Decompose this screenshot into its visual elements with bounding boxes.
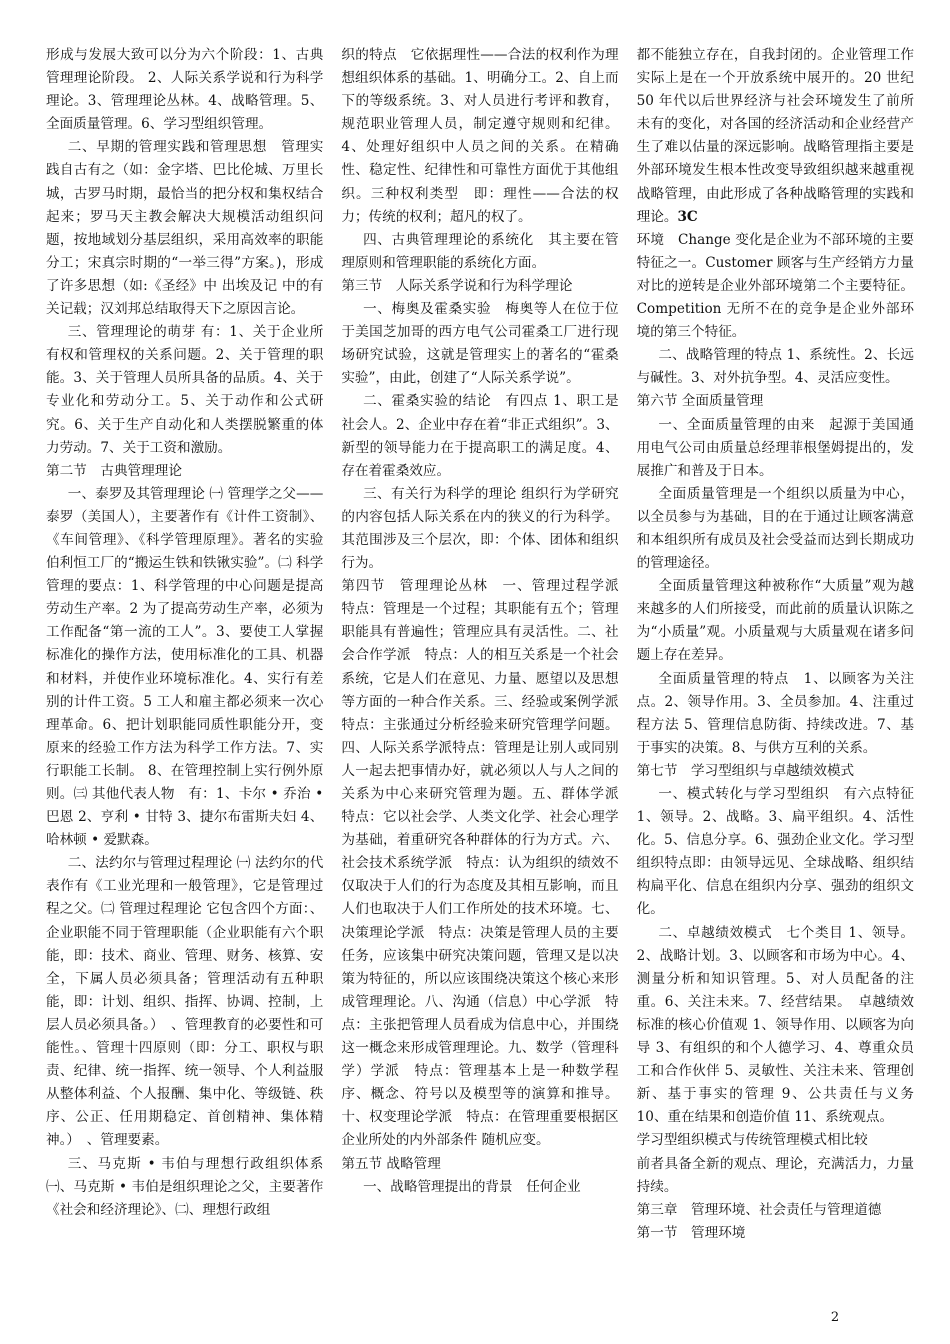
paragraph: 织的特点 它依据理性——合法的权利作为理想组织体系的基础。1、明确分工。2、自上而下的等级系统。3、对人员进行考评和教育，规范职业管理人员，制定遵守规则和纪律。4、处理好组织中人员之间的关系。在精确性、稳定性、纪律性和可靠性方面优于其他组织。三种权利类型 即：理性——合法的权力；传统的权利；超凡的权了。 (341, 47, 619, 225)
document-page (46, 44, 914, 1306)
paragraph: 一、梅奥及霍桑实验 梅奥等人在位于位于美国芝加哥的西方电气公司霍桑工厂进行现场研究试验，这就是管理实上的著名的“霍桑实验”，由此，创建了“人际关系学说”。 (341, 301, 619, 387)
paragraph: 形成与发展大致可以分为六个阶段：1、古典管理理论阶段。 2、人际关系学说和行为科学理论。3、管理理论丛林。4、战略管理。5、全面质量管理。6、学习型组织管理。 (46, 47, 324, 133)
paragraph: 环境 Change 变化是企业为不部环境的主要特征之一。Customer 顾客与生产经销方力量对比的逆转是企业外部环境第二个主要特征。Competition 无所不在的竞争是企业外部环境的第三个特征。 (636, 231, 914, 341)
paragraph: 一、泰罗及其管理理论 ㈠ 管理学之父——泰罗（美国人），主要著作有《计件工资制》、《车间管理》、《科学管理原理》。著名的实验伯利恒工厂的“搬运生铁和铁锹实验”。㈡ 科学管理的要点：1、科学管理的中心问题是提高劳动生产率。2 为了提高劳动生产率，必须为工作配备“第一流的工人”。3、要使工人掌握标准化的操作方法，使用标准化的工具、机器和材料，并使作业环境标准化。4、实行有差别的计件工资。5 工人和雇主都必须来一次心理革命。6、把计划职能同质性职能分开，变原来的经验工作方法为科学工作方法。7、实行职能工长制。 8、在管理控制上实行例外原则。㈢ 其他代表人物 有：1、卡尔 • 乔治 • 巴恩 2、亨利 • 甘特 3、捷尔布雷斯夫妇 4、哈林顿 • 爱默森。 (46, 485, 324, 849)
section-heading: 第六节 全面质量管理 (636, 393, 764, 410)
section-heading: 第五节 战略管理 (341, 1155, 441, 1172)
section-heading: 第三章 管理环境、社会责任与管理道德 (636, 1201, 882, 1218)
paragraph: 全面质量管理的特点 1、以顾客为关注点。2、领导作用。3、全员参加。4、注重过程方法 5、管理信息防街、持续改进。7、基于事实的决策。8、与供方互利的关系。 (636, 670, 914, 756)
paragraph: 前者具备全新的观点、理论，充满活力，力量持续。 (636, 1155, 914, 1195)
paragraph: 一、模式转化与学习型组织 有六点特征 1、领导。2、战略。3、扁平组织。4、活性化。5、信息分享。6、强劲企业文化。学习型组织特点即：由领导远见、全球战略、组织结构扁平化、信息在组织内分享、强劲的组织文化。 (636, 786, 914, 918)
paragraph: 二、战略管理的特点 1、系统性。2、长远与碱性。3、对外抗争型。4、灵活应变性。 (636, 347, 914, 387)
paragraph: 都不能独立存在，自我封闭的。企业管理工作实际上是在一个开放系统中展开的。20 世纪 50 年代以后世界经济与社会环境发生了前所未有的变化，对各国的经济活动和企业经营产生了难以估量的深远影响。战略管理指主要是外部环境发生根本性改变导致组织越来越重视战略管理，由此形成了各种战略管理的实践和理论。3C (636, 47, 914, 225)
paragraph: 一、全面质量管理的由来 起源于美国通用电气公司由质量总经理菲根堡姆提出的，发展推广和普及于日本。 (636, 416, 914, 479)
paragraph: 二、霍桑实验的结论 有四点 1、职工是社会人。2、企业中存在着“非正式组织”。3、新型的领导能力在于提高职工的满足度。4、存在着霍桑效应。 (341, 393, 619, 479)
paragraph: 全面质量管理是一个组织以质量为中心，以全员参与为基础，目的在于通过让顾客满意和本组织所有成员及社会受益而达到长期成功的管理途径。 (636, 485, 914, 572)
section-heading: 第三节 人际关系学说和行为科学理论 (341, 277, 573, 294)
bold-label-3c: 3C (677, 208, 698, 225)
paragraph: 二、卓越绩效模式 七个类目 1、领导。2、战略计划。3、以顾客和市场为中心。4、测量分析和知识管理。5、对人员配备的注重。6、关注未来。7、经营结果。 卓越绩效标准的核心价值观 1、领导作用、以顾客为向导 3、有组织的和个人德学习、4、尊重众员工和合作伙伴 5、灵敏性、关注未来、管理创新、基于事实的管理 9、公共责任与义务 10、重在结果和创造价值 11、系统观点。 (636, 924, 914, 1126)
column-left (46, 44, 337, 1306)
page-number: 2 (830, 1310, 840, 1325)
column-right (637, 44, 914, 1306)
paragraph: 全面质量管理这种被称作“大质量”观为越来越多的人们所接受，而此前的质量认识陈之为“小质量”观。小质量观与大质量观在诸多问题上存在差异。 (636, 578, 914, 664)
paragraph: 四、古典管理理论的系统化 其主要在管理原则和管理职能的系统化方面。 (341, 231, 619, 271)
paragraph: 学习型组织模式与传统管理模式相比较 (636, 1132, 868, 1149)
column-middle (341, 44, 633, 1306)
paragraph: 三、有关行为科学的理论 组织行为学研究的内容包括人际关系在内的狭义的行为科学。其范围涉及三个层次，即：个体、团体和组织行为。 (341, 485, 619, 572)
paragraph: 三、管理理论的萌芽 有：1、关于企业所有权和管理权的关系问题。2、关于管理的职能。3、关于管理人员所具备的品质。4、关于专业化和劳动分工。5、关于动作和公式研究。6、关于生产自动化和人类摆脱繁重的体力劳动。7、关于工资和激励。 (46, 324, 324, 456)
paragraph: 一、战略管理提出的背景 任何企业 (363, 1178, 581, 1195)
paragraph: 二、法约尔与管理过程理论 ㈠ 法约尔的代表作有《工业光理和一般管理》，它是管理过程之父。㈡ 管理过程理论 它包含四个方面：、企业职能不同于管理职能（企业职能有六个职能，即：技术、商业、管理、财务、核算、安全，下属人员必须具备；管理活动有五种职能，即：计划、组织、指挥、协调、控制，上层人员必须具备。） 、管理教育的必要性和可能性。、管理十四原则（即：分工、职权与职责、纪律、统一指挥、统一领导、个人利益服从整体利益、个人报酬、集中化、等级链、秩序、公正、任用期稳定、首创精神、集体精神。） 、管理要素。 (46, 855, 324, 1149)
section-heading: 第七节 学习型组织与卓越绩效模式 (636, 762, 855, 779)
section-heading: 第四节 管理理论丛林 一、管理过程学派 特点：管理是一个过程；其职能有五个；管理职能具有普遍性；管理应具有灵活性。二、社会合作学派 特点：人的相互关系是一个社会系统，它是人们在意见、力量、愿望以及思想等方面的一种合作关系。三、经验或案例学派 特点：主张通过分析经验来研究管理学问题。四、人际关系学派特点：管理是让别人或同别人一起去把事情办好，就必须以人与人之间的关系为中心来研究管理为题。五、群体学派 特点：它以社会学、人类文化学、社会心理学为基础，着重研究各种群体的行为方式。六、社会技术系统学派 特点：认为组织的绩效不仅取决于人们的行为态度及其相互影响，而且人们也取决于人们工作所处的技术环境。七、决策理论学派 特点：决策是管理人员的主要任务，应该集中研究决策问题，管理又是以决策为特征的，所以应该围绕决策这个核心来形成管理理论。八、沟通（信息）中心学派 特点：主张把管理人员看成为信息中心，并围绕这一概念来形成管理理论。九、数学（管理科学）学派 特点：管理基本上是一种数学程序、概念、符号以及模型等的演算和推导。十、权变理论学派 特点：在管理重要根据区企业所处的内外部条件 随机应变。 (341, 578, 633, 1149)
paragraph: 三、马克斯 • 韦伯与理想行政组织体系 ㈠、马克斯 • 韦伯是组织理论之父，主要著作《社会和经济理论》、㈡、理想行政组 (46, 1155, 337, 1218)
section-heading: 第一节 管理环境 (636, 1224, 746, 1241)
section-heading: 第二节 古典管理理论 (46, 462, 182, 479)
paragraph: 二、早期的管理实践和管理思想 管理实践自古有之（如：金字塔、巴比伦城、万里长城，古罗马时期，最恰当的把分权和集权结合起来；罗马天主教会解决大规模活动组织问题，按地域划分基层组织，采用高效率的职能分工；宋真宗时期的“一举三得”方案。)，形成了许多思想（如:《圣经》中 出埃及记 中的有关记载；汉刘邦总结取得天下之原因言论。 (46, 139, 324, 318)
